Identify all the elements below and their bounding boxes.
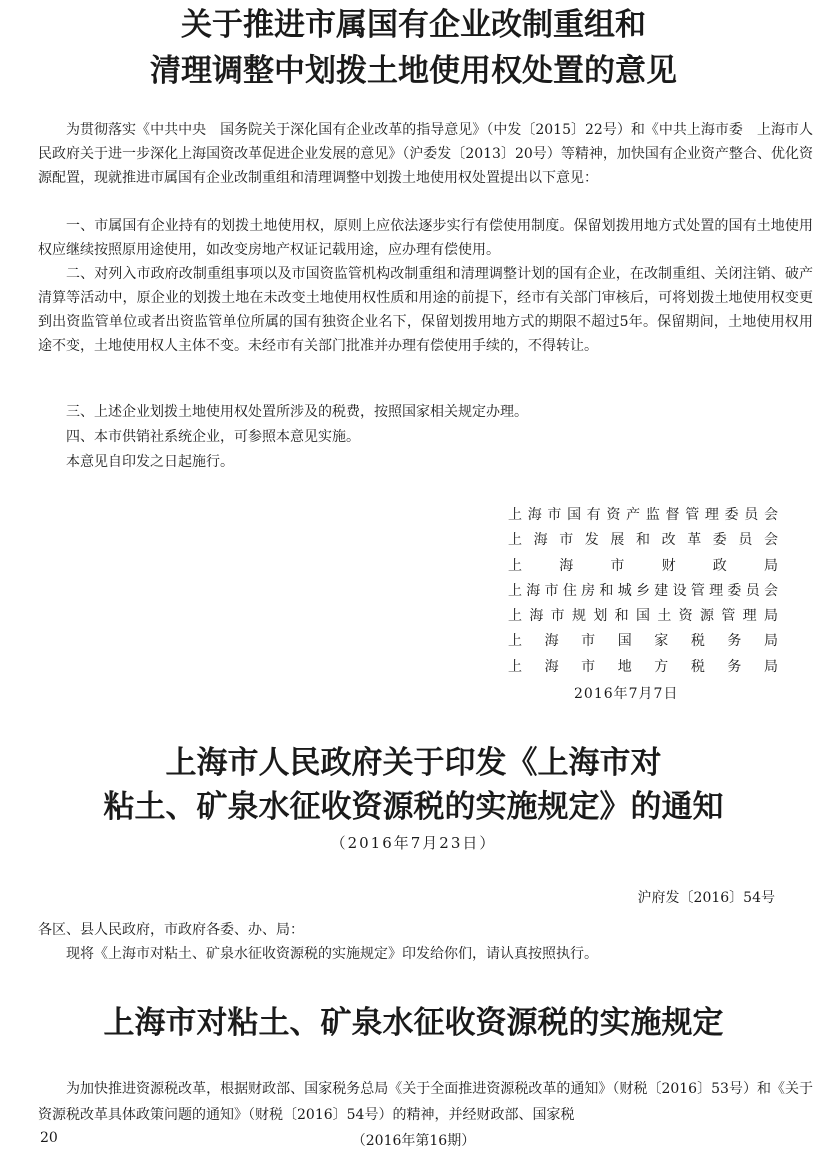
doc1-intro-paragraph: 为贯彻落实《中共中央 国务院关于深化国有企业改革的指导意见》（中发〔2015〕22号）和《中共上海市委 上海市人民政府关于进一步深化上海国资改革促进企业发展的意见》（沪委发〔2013〕20号）等精神，加快国有企业资产整合、优化资源配置，现就推进市属国有企业改制重组和清理调整中划拨土地使用权处置提出以下意见： [38,122,813,186]
doc1-item-4: 四、本市供销社系统企业，可参照本意见实施。 [66,429,360,445]
doc1-title-line2: 清理调整中划拨土地使用权处置的意见 [150,53,677,89]
doc2-document-number: 沪府发〔2016〕54号 [637,890,775,906]
signer-state-tax-bureau: 上海市国家税务局 [508,633,778,650]
signer-planning-land-bureau: 上海市规划和国土资源管理局 [508,608,778,625]
doc1-signers-block [508,503,778,680]
signer-state-assets-commission: 上海市国有资产监督管理委员会 [508,507,778,523]
doc2-title-line2: 粘土、矿泉水征收资源税的实施规定》的通知 [103,789,724,825]
signer-local-tax-bureau: 上海市地方税务局 [508,658,778,675]
doc2-title-line1: 上海市人民政府关于印发《上海市对 [165,745,662,781]
signer-development-reform-commission: 上海市发展和改革委员会 [508,532,778,549]
doc1-title-line1: 关于推进市属国有企业改制重组和 [181,7,646,43]
page-number: 20 [40,1130,58,1146]
doc1-item-3: 三、上述企业划拨土地使用权处置所涉及的税费，按照国家相关规定办理。 [66,404,528,420]
doc1-effective-clause: 本意见自印发之日起施行。 [66,454,234,470]
doc1-date: 2016年7月7日 [574,686,679,702]
doc3-title: 上海市对粘土、矿泉水征收资源税的实施规定 [103,1005,724,1041]
doc3-body-paragraph: 为加快推进资源税改革，根据财政部、国家税务总局《关于全面推进资源税改革的通知》（财税〔2016〕53号）和《关于资源税改革具体政策问题的通知》（财税〔2016〕54号）的精神，并经财政部、国家税 [38,1081,813,1123]
signer-finance-bureau: 上海市财政局 [508,557,778,574]
doc2-date: （2016年7月23日） [330,834,497,852]
signer-housing-construction-commission: 上海市住房和城乡建设管理委员会 [508,582,778,599]
doc1-item-2: 二、对列入市政府改制重组事项以及市国资监管机构改制重组和清理调整计划的国有企业，在改制重组、关闭注销、破产清算等活动中，原企业的划拨土地在未改变土地使用权性质和用途的前提下，经市有关部门审核后，可将划拨土地使用权变更到出资监管单位或者出资监管单位所属的国有独资企业名下，保留划拨用地方式的期限不超过5年。保留期间，土地使用权用途不变，土地使用权人主体不变。未经市有关部门批准并办理有偿使用手续的，不得转让。 [38,266,813,354]
issue-label: （2016年第16期） [351,1133,476,1149]
doc2-addressee: 各区、县人民政府，市政府各委、办、局： [38,922,304,938]
doc2-notice-text: 现将《上海市对粘土、矿泉水征收资源税的实施规定》印发给你们，请认真按照执行。 [66,946,598,962]
doc1-item-1: 一、市属国有企业持有的划拨土地使用权，原则上应依法逐步实行有偿使用制度。保留划拨用地方式处置的国有土地使用权应继续按照原用途使用，如改变房地产权证记载用途，应办理有偿使用。 [38,218,813,258]
